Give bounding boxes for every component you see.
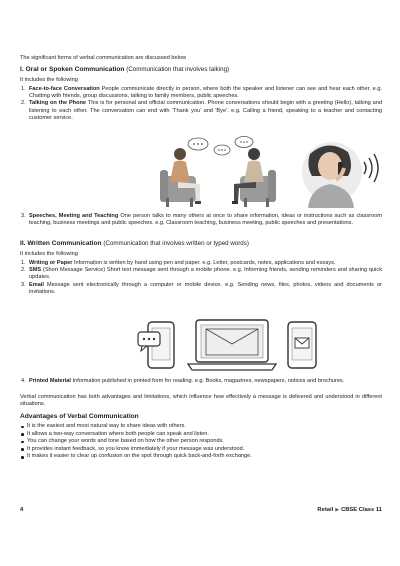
sms-phone-icon xyxy=(138,322,174,368)
summary-paragraph: Verbal communication has both advantages and limitations, which influence how effectively a message is delivered and understood in different situations. xyxy=(20,394,382,408)
phone-call-illustration xyxy=(302,142,378,208)
section2-heading-title: II. Written Communication xyxy=(20,240,102,247)
intro-text: The significant forms of verbal communication are discussed below xyxy=(20,55,187,61)
laptop-icon xyxy=(188,320,276,370)
oral-list-continued xyxy=(20,213,382,227)
list-item: 4. Printed Material Information published in printed form for reading. e.g. Books, magazines, newspapers, notices and brochures. xyxy=(21,378,345,384)
list-item: 3. Email Message sent electronically through a computer or mobile device. e.g. Sending news, files, photos, videos and documents or invitations. xyxy=(21,281,382,295)
list-item: 1. Writing or Paper Information is written by hand using pen and paper. e.g. Letter, postcards, notes, applications and essays. xyxy=(21,260,336,266)
section1-heading xyxy=(20,66,229,74)
email-phone-icon xyxy=(288,322,316,368)
section2-lead: It includes the following xyxy=(20,251,78,257)
footer-class: CBSE Class 11 xyxy=(341,507,382,513)
section1-lead: It includes the following xyxy=(20,77,78,83)
section2-heading-sub: (Communication that involves written or typed words) xyxy=(103,240,249,247)
list-item: 3. Speeches, Meeting and Teaching One person talks to many others at once to share information, ideas or instructions such as classroom teaching, business meetings and public speeches. e.g. Classroom teaching, business meeting, public speeches and presentations. xyxy=(21,213,382,227)
section2-heading xyxy=(20,240,249,248)
oral-list xyxy=(20,86,382,122)
footer-subject: Retail xyxy=(317,507,334,513)
list-item: It provides instant feedback, so you know immediately if your message was understood. xyxy=(20,446,382,454)
written-list xyxy=(20,260,382,296)
list-item: 2. SMS (Short Message Service) Short text message sent through a mobile phone. e.g. Informing friends, sending reminders and sharing quick updates. xyxy=(21,267,382,281)
face-to-face-illustration xyxy=(160,137,276,208)
page-number: 4 xyxy=(20,507,24,513)
conversation-illustration xyxy=(160,136,380,208)
list-item: 1. Face-to-face Conversation People communicate directly in person, where both the speaker and listener can see and hear each other. e.g. Chatting with friends, group discussions, talking to family members, public speeches. xyxy=(21,86,383,100)
section1-heading-title: I. Oral or Spoken Communication xyxy=(20,66,125,73)
list-item: You can change your words and tone based on how the other person responds. xyxy=(20,438,382,446)
list-item: It allows a two-way conversation where both people can speak and listen. xyxy=(20,431,382,439)
section1-heading-sub: (Communication that involves talking) xyxy=(126,66,230,73)
advantages-list xyxy=(20,423,382,461)
list-item: 2. Talking on the Phone This is for personal and official communication. Phone conversations should begin with a greeting (Hello), talking and listening to each other. The conversation can end with 'Thank you' and 'Bye'. e.g. Calling a friend, speaking to a teacher and contacting customer service. xyxy=(21,100,382,121)
footer-label xyxy=(317,507,382,513)
advantages-heading: Advantages of Verbal Communication xyxy=(20,413,139,420)
devices-illustration xyxy=(130,318,330,372)
list-item: It makes it easier to clear up confusion on the spot through quick back-and-forth exchange. xyxy=(20,453,382,461)
written-list-continued xyxy=(20,378,382,385)
triangle-arrow-icon: ▶ xyxy=(335,507,340,513)
list-item: It is the easiest and most natural way to share ideas with others. xyxy=(20,423,382,431)
